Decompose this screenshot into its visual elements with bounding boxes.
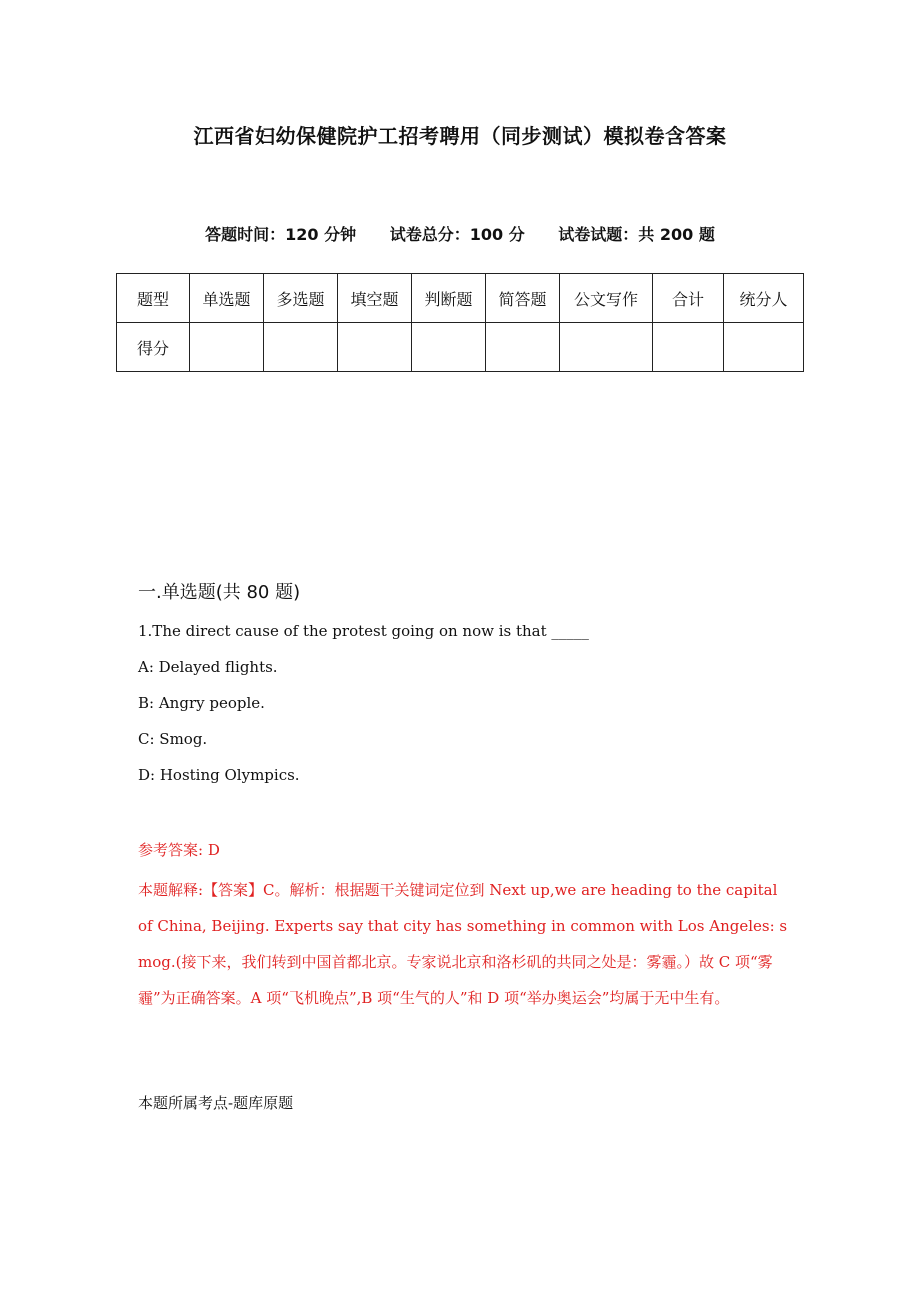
score-table-header-cell: 填空题: [338, 274, 412, 323]
option-a: A: Delayed flights.: [138, 658, 278, 676]
score-table: [116, 273, 804, 372]
document-title: 江西省妇幼保健院护工招考聘用（同步测试）模拟卷含答案: [193, 124, 727, 148]
option-d: D: Hosting Olympics.: [138, 766, 300, 784]
exam-time: 答题时间：120 分钟: [205, 225, 357, 244]
exam-question-count: 试卷试题：共 200 题: [558, 225, 715, 244]
score-table-header-cell: 多选题: [264, 274, 338, 323]
score-cell: [653, 323, 724, 372]
section-heading: 一.单选题(共 80 题): [138, 582, 301, 603]
score-cell: [338, 323, 412, 372]
score-cell: [264, 323, 338, 372]
score-table-header-cell: 单选题: [190, 274, 264, 323]
score-cell: [412, 323, 486, 372]
score-cell: [190, 323, 264, 372]
score-table-header-row: [117, 274, 804, 323]
reference-answer: 参考答案: D: [138, 841, 220, 859]
score-table-score-row: [117, 323, 804, 372]
score-cell: [486, 323, 560, 372]
score-table-header-cell: 公文写作: [560, 274, 653, 323]
exam-meta: [0, 222, 920, 245]
answer-explanation: 本题解释:【答案】C。解析：根据题干关键词定位到 Next up,we are heading to the capital of China, Beijing. Experts say that city has something in common with Los Angeles: smog.(接下来，我们转到中国首都北京。专家说北京和洛杉矶的共同之处是：雾霾。）故 C 项“雾霾”为正确答案。A 项“飞机晚点”,B 项“生气的人”和 D 项“举办奥运会”均属于无中生有。: [138, 881, 788, 1007]
exam-total-score: 试卷总分：100 分: [389, 225, 525, 244]
option-b: B: Angry people.: [138, 694, 265, 712]
question-stem: 1.The direct cause of the protest going on now is that _____: [138, 622, 589, 640]
score-table-header-cell: 简答题: [486, 274, 560, 323]
score-table-header-cell: 合计: [653, 274, 724, 323]
score-cell: [560, 323, 653, 372]
option-c: C: Smog.: [138, 730, 208, 748]
question-source: 本题所属考点-题库原题: [138, 1094, 294, 1112]
score-table-header-cell: 统分人: [724, 274, 804, 323]
score-table-header-cell: 题型: [117, 274, 190, 323]
score-table-header-cell: 判断题: [412, 274, 486, 323]
score-cell: [724, 323, 804, 372]
score-table-row-label: 得分: [117, 323, 190, 372]
